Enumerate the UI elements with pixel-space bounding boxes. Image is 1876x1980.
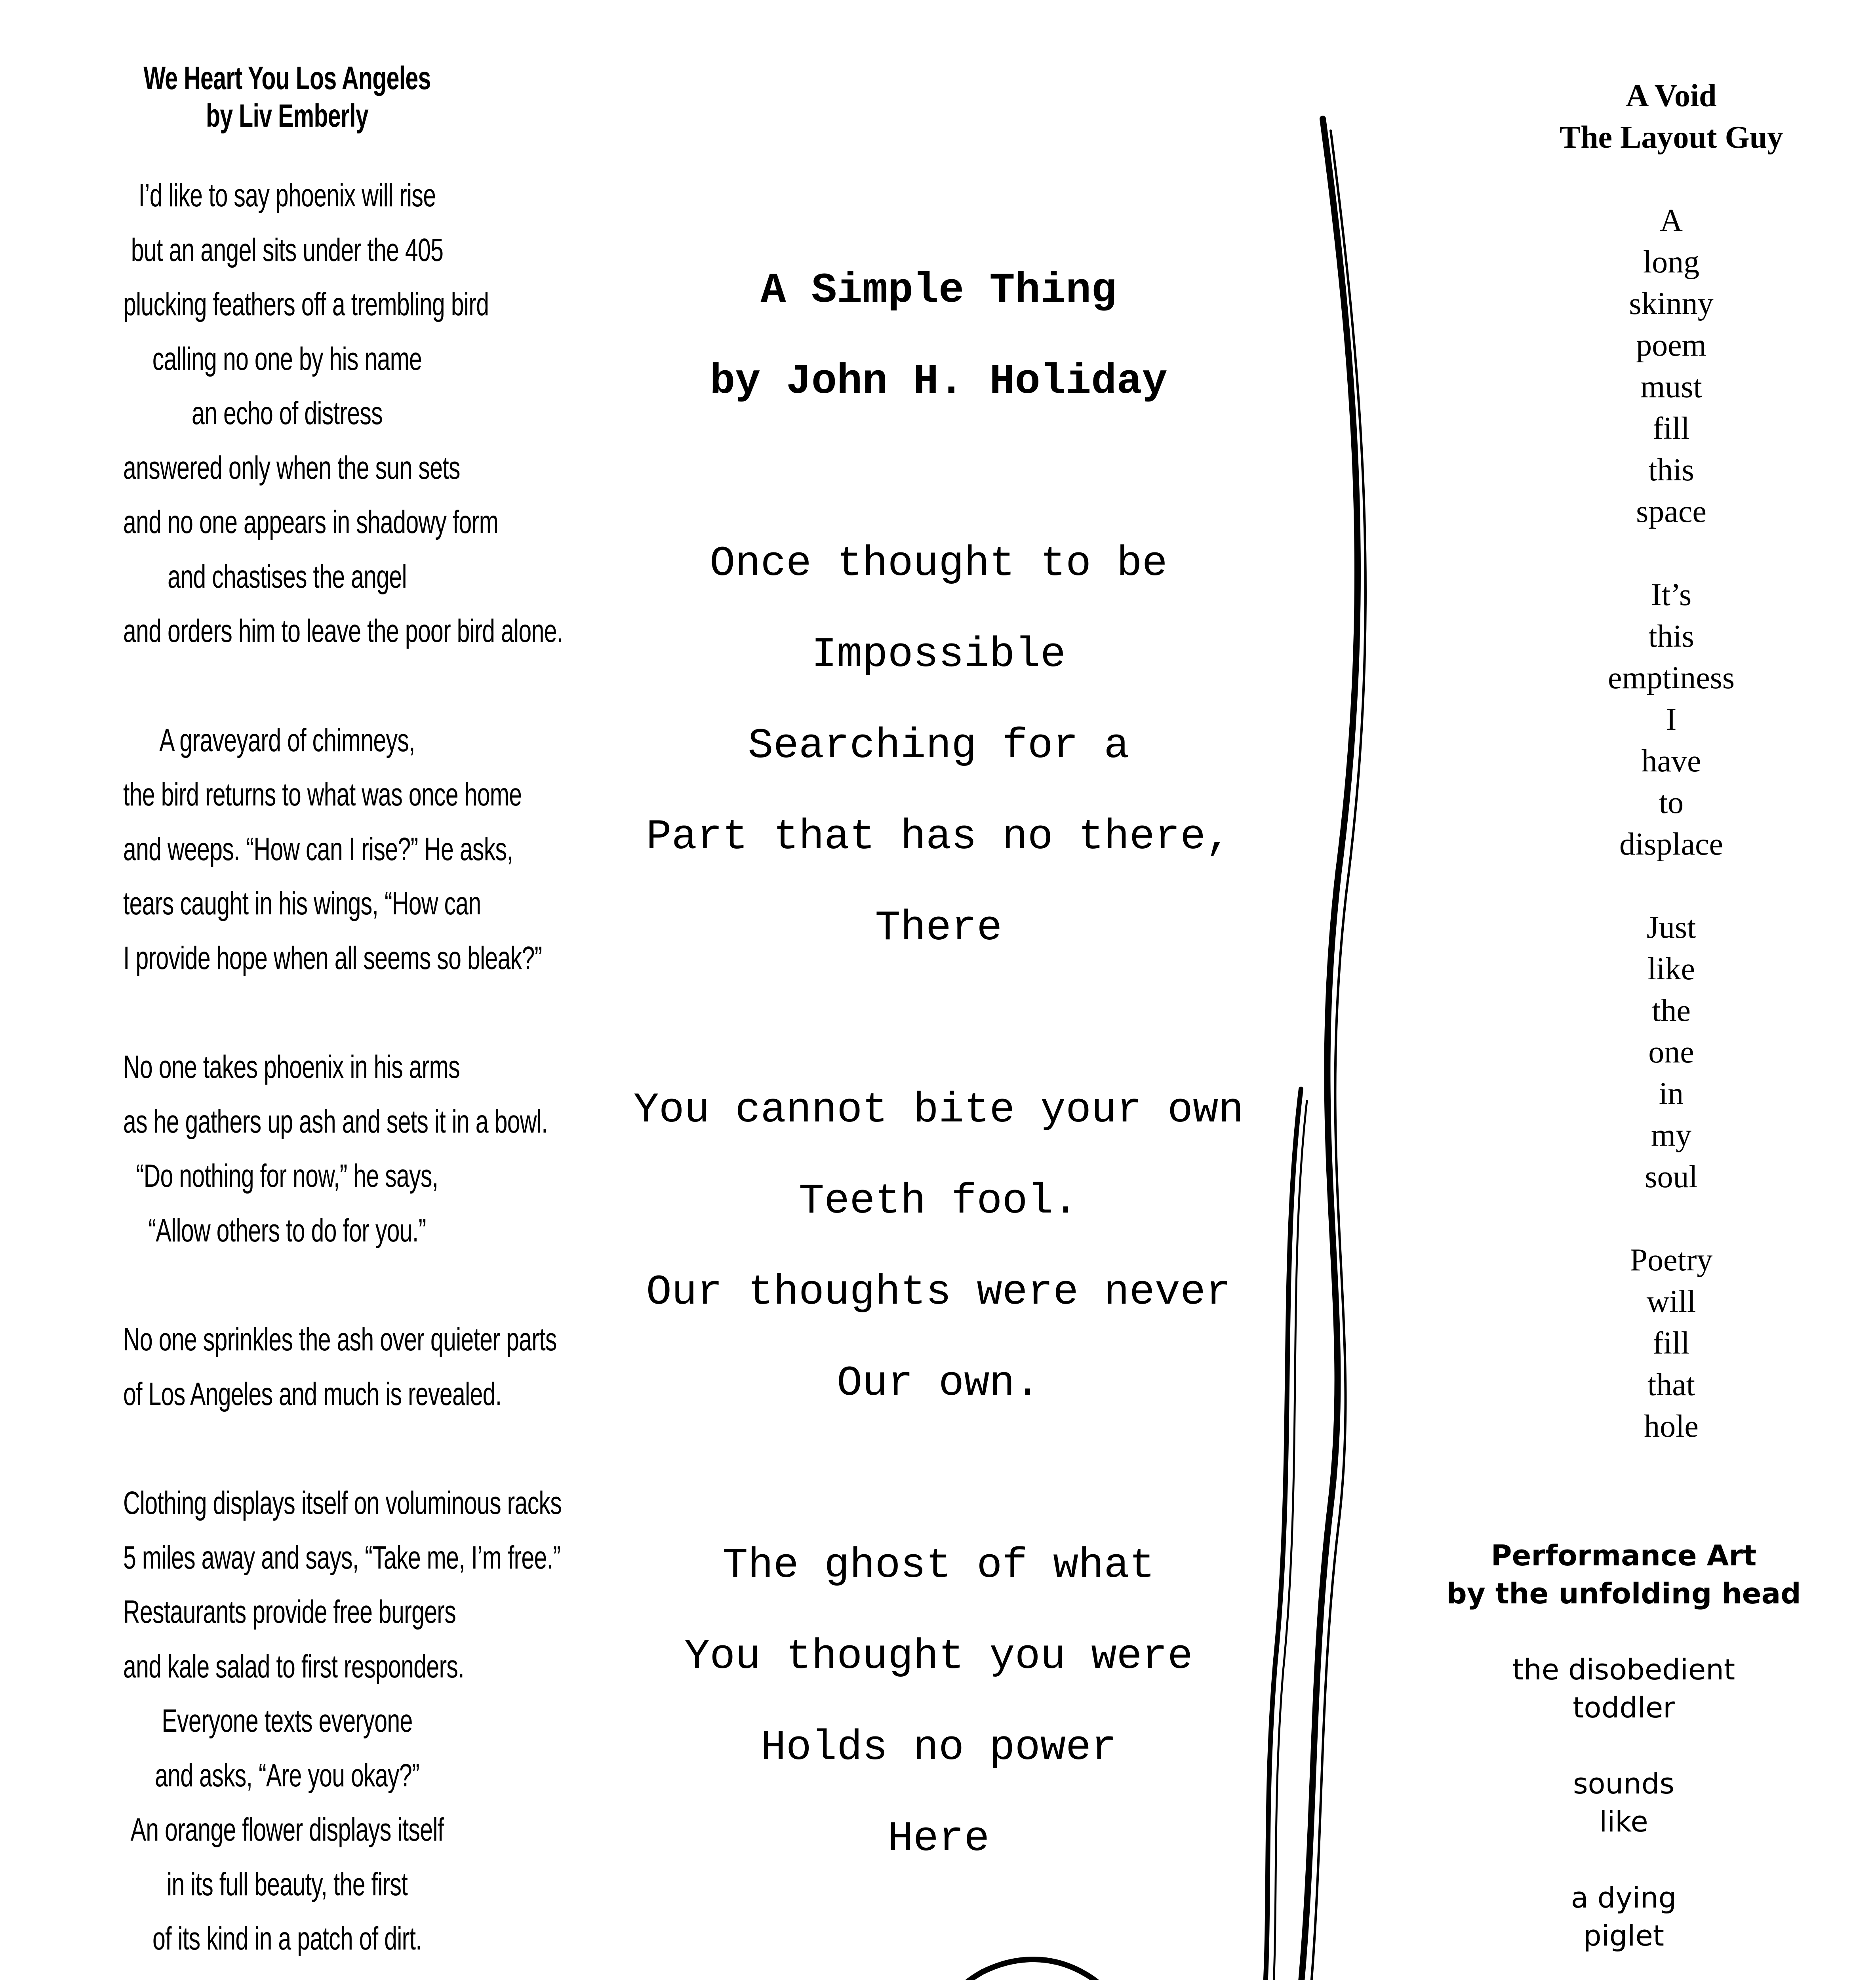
poem-line: Just	[1646, 910, 1696, 945]
poem-line: space	[1636, 494, 1706, 529]
poem-line: the bird returns to what was once home	[123, 777, 522, 813]
poem-line: hole	[1644, 1409, 1699, 1444]
poem-line: of Los Angeles and much is revealed.	[123, 1376, 502, 1412]
poem-line: Poetry	[1630, 1243, 1713, 1277]
center-poem-author: by John H. Holiday	[710, 358, 1168, 406]
poem-line: this	[1648, 453, 1694, 487]
poem-line: and chastises the angel	[168, 558, 407, 595]
poem-line: Clothing displays itself on voluminous racks	[123, 1485, 562, 1521]
poem-line: I	[1666, 702, 1677, 737]
poem-line: and weeps. “How can I rise?” He asks,	[123, 831, 513, 867]
poem-line: Impossible	[811, 631, 1066, 679]
poem-line: tears caught in his wings, “How can	[123, 885, 481, 921]
poem-line: Teeth fool.	[798, 1178, 1079, 1226]
poem-line: There	[875, 904, 1002, 952]
poem-line: Once thought to be	[710, 540, 1168, 588]
void-poem-title: A Void	[1626, 78, 1717, 113]
performance-poem-author: by the unfolding head	[1446, 1577, 1801, 1610]
poem-line: 5 miles away and says, “Take me, I’m free.”	[123, 1539, 561, 1576]
poem-line: Here	[888, 1815, 990, 1863]
poem-line: “Do nothing for now,” he says,	[136, 1158, 438, 1194]
poem-line: have	[1641, 744, 1701, 779]
poem-line: the	[1652, 993, 1691, 1028]
poem-line: like	[1599, 1805, 1648, 1838]
poem-line: must	[1640, 369, 1702, 404]
poem-line: one	[1648, 1035, 1694, 1070]
poem-line: I’d like to say phoenix will rise	[138, 177, 436, 213]
poem-line: Restaurants provide free burgers	[123, 1594, 456, 1630]
poem-line: my	[1651, 1118, 1692, 1153]
poem-line: sounds	[1573, 1767, 1675, 1800]
poem-line: A	[1660, 203, 1683, 238]
poem-line: “Allow others to do for you.”	[148, 1212, 426, 1249]
poem-line: It’s	[1651, 577, 1692, 612]
poem-line: fill	[1653, 1326, 1690, 1361]
poem-line: Searching for a	[748, 722, 1129, 770]
poem-line: An orange flower displays itself	[130, 1812, 444, 1848]
poem-line: skinny	[1629, 286, 1714, 321]
poem-line: piglet	[1583, 1919, 1664, 1952]
poem-line: No one sprinkles the ash over quieter parts	[123, 1321, 557, 1357]
poem-line: The ghost of what	[722, 1542, 1155, 1590]
poem-line: Holds no power	[760, 1724, 1117, 1772]
poem-line: plucking feathers off a trembling bird	[123, 286, 489, 322]
poem-line: that	[1647, 1367, 1695, 1402]
poem-line: and asks, “Are you okay?”	[155, 1757, 419, 1793]
poem-line: soul	[1645, 1159, 1698, 1194]
poem-line: long	[1643, 245, 1700, 280]
poem-line: You thought you were	[684, 1633, 1193, 1681]
poem-line: poem	[1636, 328, 1706, 363]
poem-line: Everyone texts everyone	[162, 1703, 413, 1739]
performance-poem-title: Performance Art	[1491, 1539, 1757, 1572]
poem-line: Part that has no there,	[646, 813, 1231, 861]
center-poem-title: A Simple Thing	[760, 267, 1117, 315]
poem-line: No one takes phoenix in his arms	[123, 1049, 460, 1085]
poem-line: toddler	[1573, 1691, 1675, 1724]
poem-line: emptiness	[1608, 661, 1735, 695]
poem-line: to	[1659, 785, 1684, 820]
poem-line: I provide hope when all seems so bleak?”	[123, 940, 542, 976]
poem-line: of its kind in a patch of dirt.	[152, 1921, 422, 1957]
poem-line: answered only when the sun sets	[123, 449, 460, 486]
poem-line: but an angel sits under the 405	[131, 232, 444, 268]
void-poem-author: The Layout Guy	[1559, 120, 1783, 155]
poem-line: You cannot bite your own	[633, 1087, 1244, 1135]
poem-line: in its full beauty, the first	[166, 1866, 408, 1902]
poem-line: and no one appears in shadowy form	[123, 504, 499, 540]
left-poem-author: by Liv Emberly	[206, 98, 368, 134]
poem-line: like	[1647, 952, 1695, 986]
left-poem-title: We Heart You Los Angeles	[143, 60, 431, 96]
poem-line: fill	[1653, 411, 1690, 446]
poem-line: this	[1648, 619, 1694, 654]
poem-line: an echo of distress	[192, 395, 383, 431]
poem-line: Our thoughts were never	[646, 1269, 1231, 1317]
poem-line: a dying	[1571, 1881, 1677, 1914]
poem-line: Our own.	[837, 1360, 1040, 1408]
poem-line: calling no one by his name	[152, 341, 422, 377]
poem-line: will	[1646, 1284, 1696, 1319]
poem-line: the disobedient	[1512, 1653, 1735, 1686]
dog-writer-illustration	[752, 1921, 1366, 1980]
poem-line: and kale salad to first responders.	[123, 1648, 464, 1685]
poem-line: and orders him to leave the poor bird alone.	[123, 613, 563, 649]
poem-line: displace	[1619, 827, 1724, 862]
poem-line: in	[1659, 1076, 1684, 1111]
poem-line: as he gathers up ash and sets it in a bowl.	[123, 1103, 548, 1140]
poem-line: A graveyard of chimneys,	[159, 722, 415, 758]
